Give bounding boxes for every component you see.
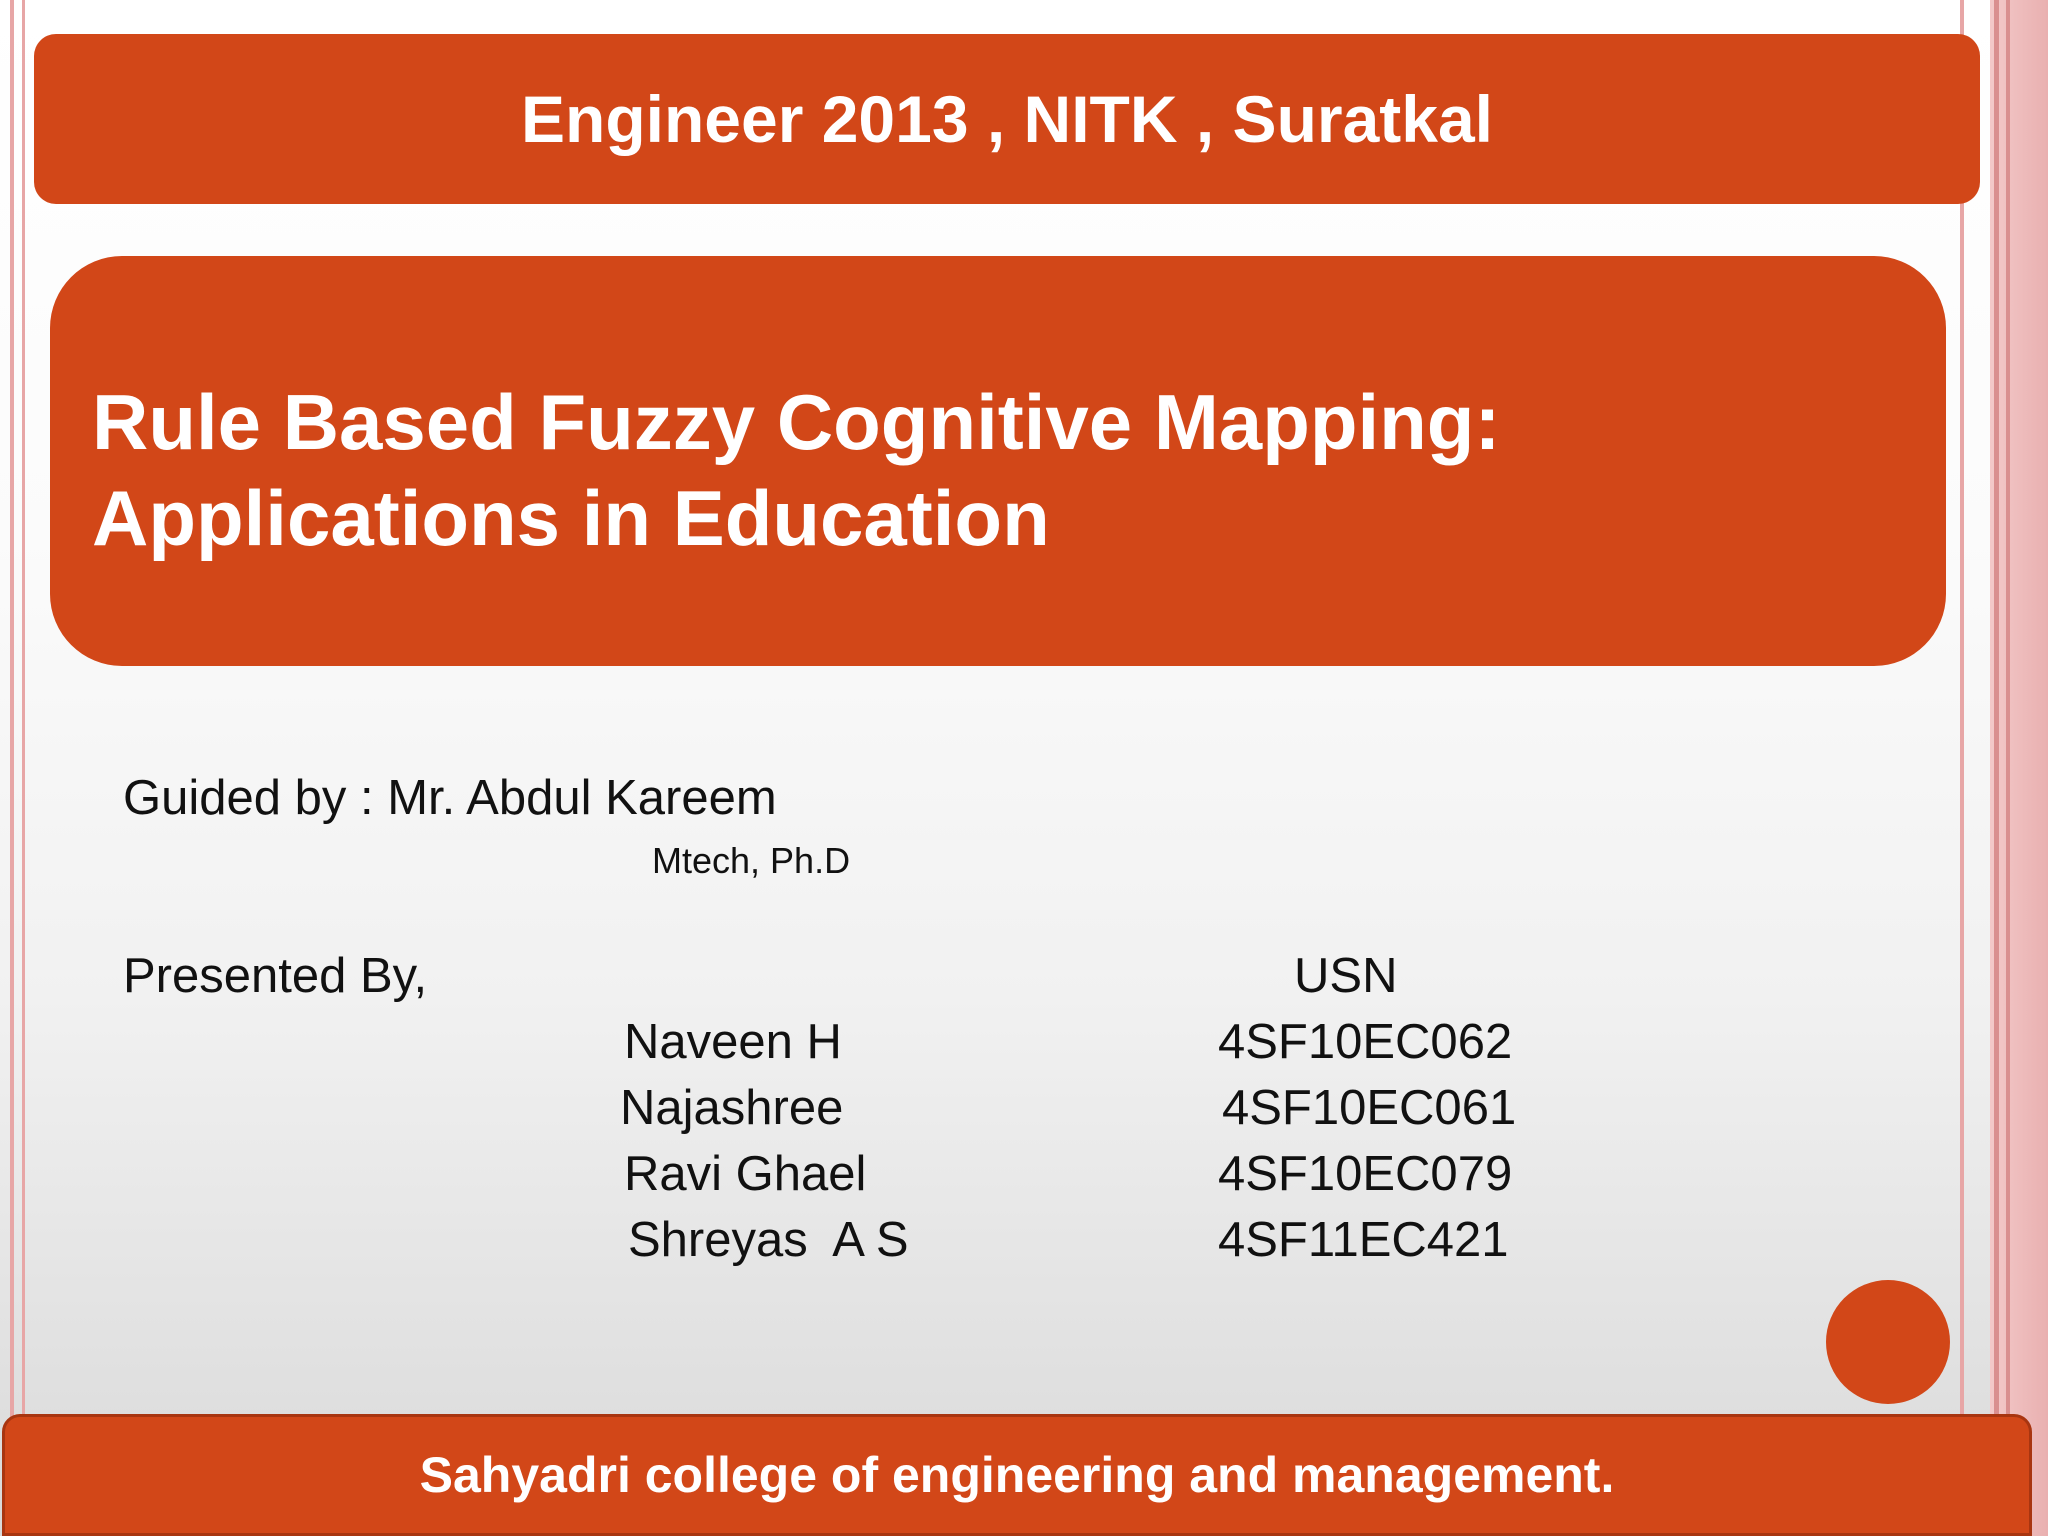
- right-stripe-3: [2006, 0, 2010, 1536]
- presenter-usn: 4SF10EC079: [1218, 1147, 1513, 1201]
- presenter-name: Shreyas A S: [628, 1213, 909, 1267]
- usn-header: USN: [1294, 949, 1398, 1003]
- title-box: [50, 256, 1946, 666]
- guide-label: Guided by : Mr. Abdul Kareem: [123, 771, 777, 825]
- title-line-1: Rule Based Fuzzy Cognitive Mapping:: [92, 378, 1501, 466]
- right-stripe-2: [1994, 0, 1999, 1536]
- presenters-label: Presented By,: [123, 949, 428, 1003]
- left-stripe-outer: [10, 0, 14, 1536]
- left-stripe-inner: [22, 0, 25, 1536]
- title-line-2: Applications in Education: [92, 474, 1050, 562]
- guide-qualification: Mtech, Ph.D: [652, 840, 851, 881]
- event-title: Engineer 2013 , NITK , Suratkal: [520, 82, 1494, 156]
- footer-banner: [2, 1414, 2032, 1536]
- institution-name: Sahyadri college of engineering and management.: [419, 1447, 1615, 1503]
- event-banner: [34, 34, 1980, 204]
- decorative-circle: [1826, 1280, 1950, 1404]
- presenter-name: Najashree: [620, 1081, 844, 1135]
- presenter-name: Ravi Ghael: [624, 1147, 867, 1201]
- presenter-usn: 4SF10EC062: [1218, 1015, 1513, 1069]
- presenter-usn: 4SF10EC061: [1222, 1081, 1517, 1135]
- presenter-name: Naveen H: [624, 1015, 842, 1069]
- presenter-usn: 4SF11EC421: [1218, 1213, 1509, 1267]
- right-stripe-1: [1960, 0, 1964, 1536]
